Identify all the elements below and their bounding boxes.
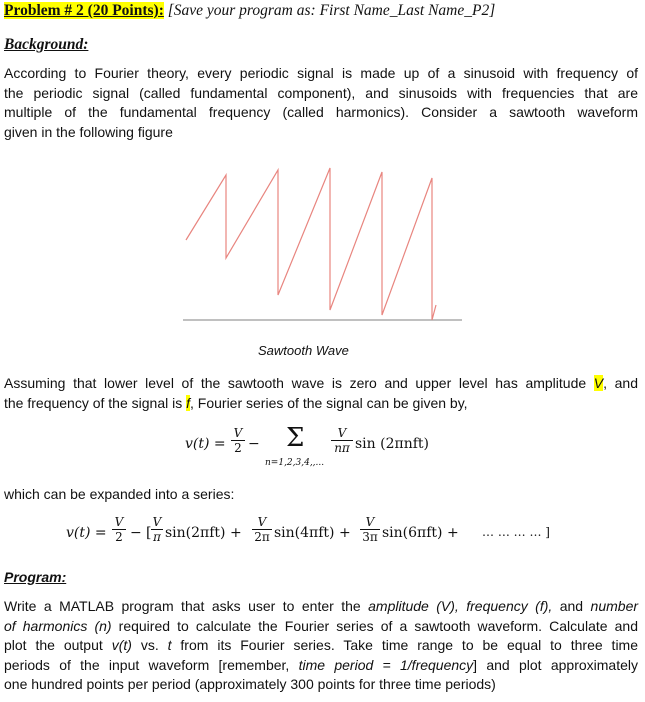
background-line-1: According to Fourier theory, every periodic signal is made up of a sinusoid with frequency of	[4, 65, 638, 81]
assumption-paragraph	[4, 374, 638, 413]
eq2-term3-den: 3π	[362, 530, 378, 544]
eq2-term1-num: V	[152, 515, 162, 529]
program-emphasis: amplitude (V), frequency (f),	[368, 598, 553, 614]
eq2-half-fraction	[112, 515, 126, 544]
eq2-tail: … … … … ]	[482, 525, 550, 539]
assumption-text: , Fourier series of the signal can be given by,	[190, 394, 468, 411]
program-text: periods of the input waveform [remember,	[4, 656, 299, 673]
amplitude-variable: V	[593, 375, 604, 391]
assumption-line-2	[4, 394, 638, 414]
eq2-term3-num: V	[360, 515, 380, 530]
assumption-text: , and	[603, 375, 638, 391]
eq2-lhs: v(t) =	[66, 525, 107, 541]
program-line-2	[4, 617, 638, 637]
assumption-text: the frequency of the signal is	[4, 394, 187, 411]
program-emphasis: number	[590, 598, 639, 614]
eq1-sum-index: n=1,2,3,4,,...	[265, 458, 325, 468]
eq2-term1-den: π	[153, 530, 161, 544]
eq1-term-fraction	[331, 426, 353, 455]
background-line-3: multiple of the fundamental frequency (called harmonics). Consider a sawtooth waveform	[4, 104, 638, 121]
eq2-term2-fn: sin(4πft) +	[274, 525, 351, 541]
background-line-4: given in the following figure	[4, 123, 173, 140]
problem-label: Problem # 2 (20 Points):	[4, 2, 164, 19]
eq1-lhs: v(t) =	[185, 436, 226, 452]
program-line-3	[4, 636, 638, 656]
eq1-term-den: nπ	[334, 441, 350, 455]
program-text: and	[552, 598, 591, 614]
frequency-variable: f	[186, 394, 190, 411]
background-line-2: the periodic signal (called fundamental component), and sinusoids with frequencies that are	[4, 84, 638, 101]
program-heading: Program:	[4, 569, 67, 585]
eq1-term-num: V	[331, 426, 353, 441]
program-line-5: one hundred points per period (approximately 300 points for three time periods)	[4, 676, 496, 693]
program-text: from its Fourier series. Take time range to be equal to three time	[171, 637, 638, 654]
eq2-half-num: V	[112, 515, 126, 530]
program-text: ] and plot approximately	[473, 656, 639, 673]
eq1-sigma: Σ	[286, 423, 305, 453]
eq2-minus: −	[130, 525, 142, 541]
program-text: plot the output	[4, 637, 112, 654]
save-note: [Save your program as: First Name_Last Name_P2]	[167, 2, 496, 19]
program-text: vs.	[131, 637, 168, 654]
eq2-term3-fraction	[360, 515, 380, 544]
eq1-half-den: 2	[234, 441, 242, 455]
program-emphasis: v(t)	[111, 637, 132, 654]
program-text: required to calculate the Fourier series of a sawtooth waveform. Calculate and	[111, 617, 638, 634]
figure-caption: Sawtooth Wave	[258, 343, 349, 358]
eq1-sin-term: sin (2πnft)	[355, 436, 429, 452]
assumption-line-1	[4, 374, 638, 394]
program-line-4	[4, 656, 638, 676]
expansion-text: which can be expanded into a series:	[4, 486, 235, 502]
program-emphasis: time period = 1/frequency	[298, 656, 474, 673]
eq1-half-num: V	[231, 426, 245, 441]
program-paragraph	[4, 597, 638, 695]
eq2-term2-den: 2π	[254, 530, 270, 544]
eq1-minus: −	[248, 436, 260, 452]
program-text: Write a MATLAB program that asks user to enter the	[4, 598, 369, 614]
sawtooth-wave	[186, 168, 436, 320]
eq2-term2-num: V	[252, 515, 272, 530]
program-line-1	[4, 597, 638, 617]
assumption-text: Assuming that lower level of the sawtooth wave is zero and upper level has amplitude	[4, 375, 594, 391]
eq2-term2-fraction	[252, 515, 272, 544]
background-heading: Background:	[4, 36, 89, 53]
eq2-bracket-open: [	[146, 525, 152, 541]
eq2-term1-fraction	[151, 515, 163, 544]
program-emphasis: t	[167, 637, 172, 654]
eq2-term1-fn: sin(2πft) +	[165, 525, 242, 541]
eq1-half-fraction	[231, 426, 245, 455]
eq2-term3-fn: sin(6πft) +	[382, 525, 459, 541]
eq2-half-den: 2	[115, 530, 123, 544]
program-emphasis: of harmonics (n)	[4, 617, 112, 634]
